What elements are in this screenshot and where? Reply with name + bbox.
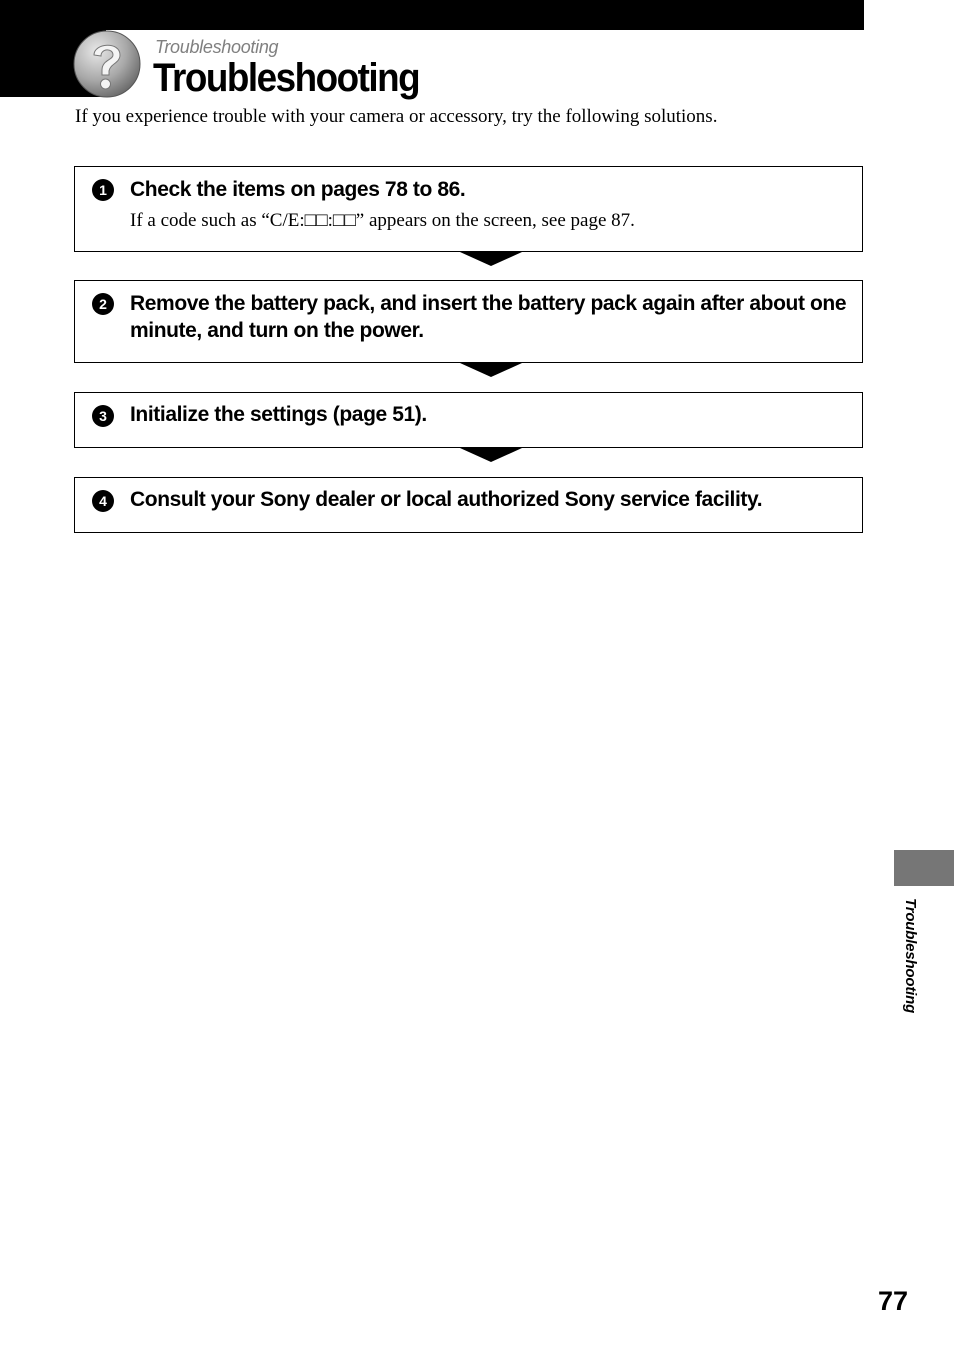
flow-arrow-icon: [460, 252, 522, 266]
step-box-4: [74, 477, 863, 533]
flow-arrow-icon: [460, 448, 522, 462]
step-number-badge: 3: [92, 405, 114, 427]
step-box-1: [74, 166, 863, 252]
section-tab-label: Troubleshooting: [902, 898, 919, 1014]
step-number-badge: 2: [92, 293, 114, 315]
step-number-badge: 1: [92, 179, 114, 201]
page-title: Troubleshooting: [153, 56, 420, 100]
step-box-3: [74, 392, 863, 448]
section-tab-marker: [894, 850, 954, 886]
step-title: Remove the battery pack, and insert the battery pack again after about one minute, and turn on the power.: [130, 292, 847, 342]
breadcrumb: Troubleshooting: [155, 37, 279, 57]
step-title: Check the items on pages 78 to 86.: [130, 178, 466, 201]
step-title: Initialize the settings (page 51).: [130, 403, 427, 426]
step-subtitle: If a code such as “C/E:□□:□□” appears on the screen, see page 87.: [130, 210, 635, 231]
step-box-2: [74, 280, 863, 363]
step-number-badge: 4: [92, 490, 114, 512]
page-number: 77: [878, 1286, 909, 1316]
step-title: Consult your Sony dealer or local authorized Sony service facility.: [130, 488, 763, 511]
flow-arrow-icon: [460, 363, 522, 377]
header-bar: [0, 0, 864, 30]
intro-text: If you experience trouble with your camera or accessory, try the following solutions.: [75, 106, 718, 127]
question-mark-icon: [72, 29, 142, 99]
